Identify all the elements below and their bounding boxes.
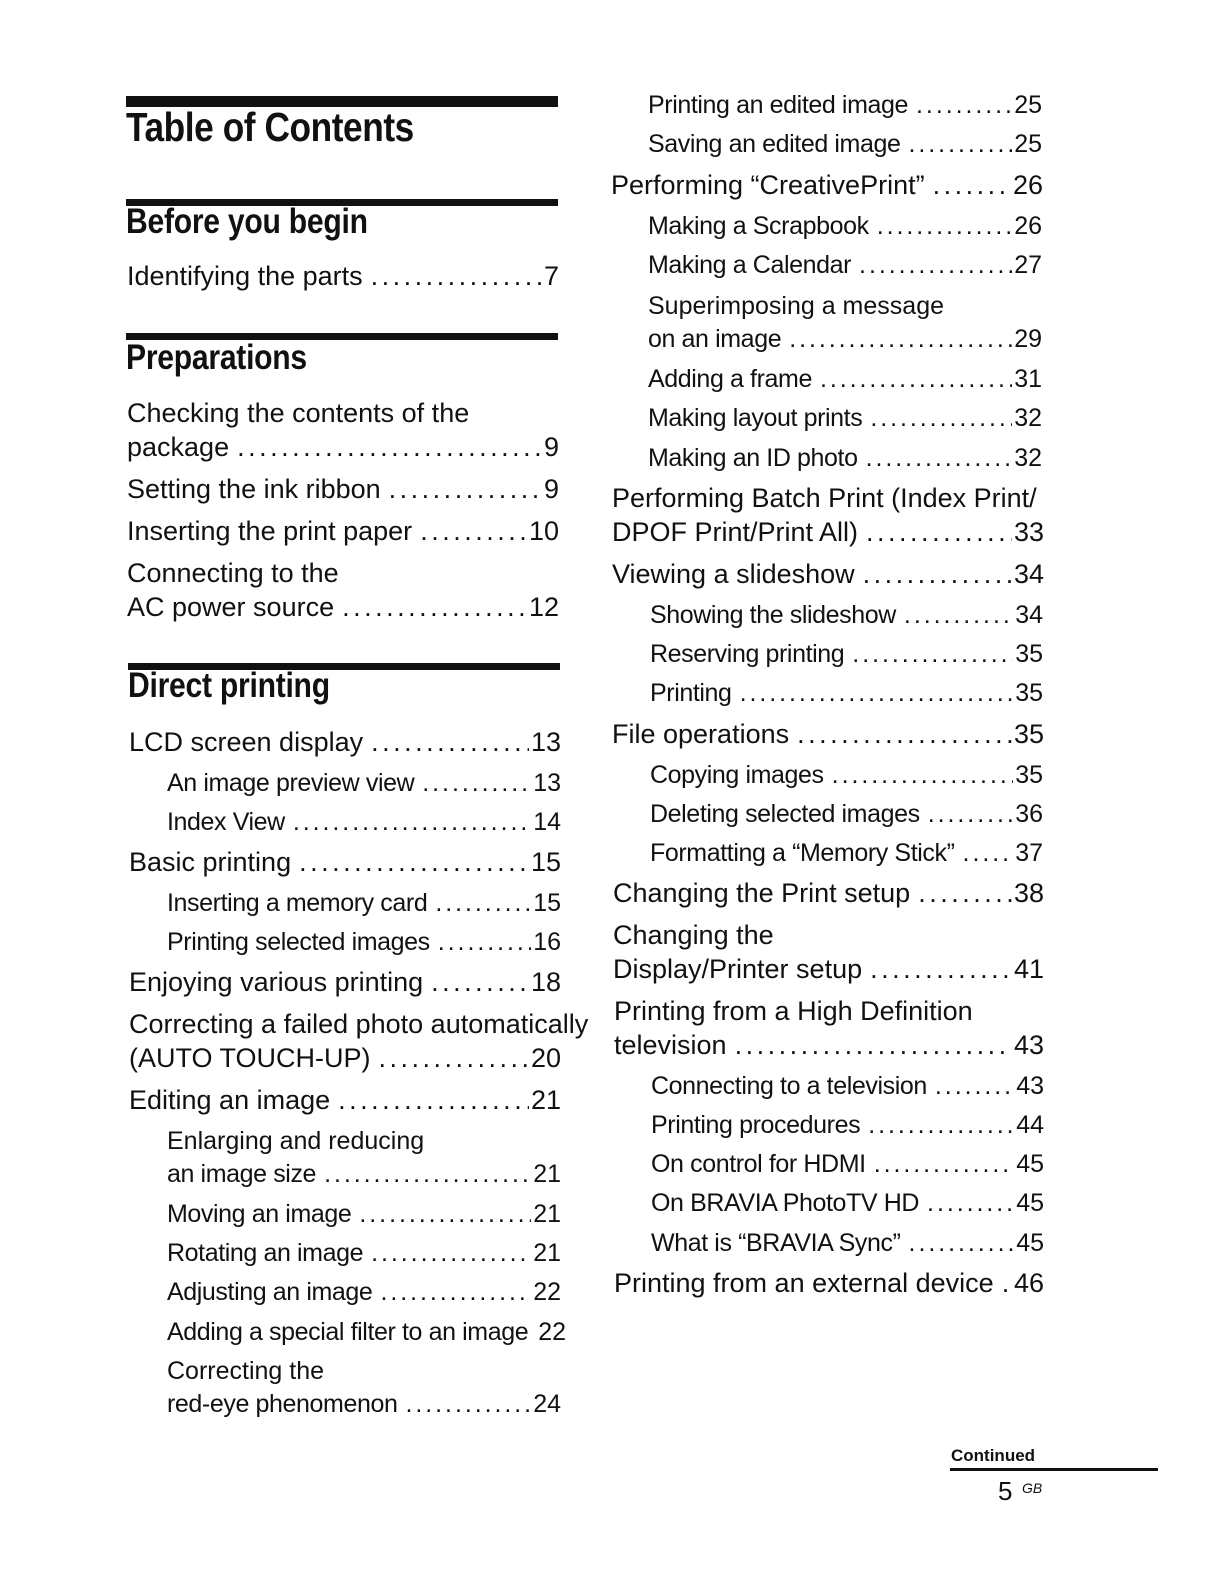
entry-title: Printing from an external device (614, 1268, 994, 1298)
entry-title: On BRAVIA PhotoTV HD (651, 1189, 920, 1217)
toc-subentry[interactable] (651, 1070, 1044, 1103)
toc-subentry[interactable] (167, 806, 561, 839)
entry-page: 26 (1014, 212, 1042, 240)
entry-title: Making a Scrapbook (648, 212, 869, 240)
toc-subentry[interactable] (167, 767, 561, 800)
entry-page: 34 (1013, 559, 1044, 589)
entry-title: DPOF Print/Print All) (612, 517, 859, 547)
entry-page: 34 (1015, 601, 1043, 629)
entry-title: Enjoying various printing (129, 967, 424, 997)
entry-title: an image size (167, 1160, 317, 1188)
entry-page: 13 (530, 727, 561, 757)
entry-title: Adding a special filter to an image (167, 1318, 529, 1346)
entry-title: Printing an edited image (648, 91, 909, 119)
toc-subentry[interactable] (167, 1237, 561, 1270)
entry-title: Printing (650, 679, 732, 707)
continued-label: Continued (951, 1446, 1036, 1465)
entry-title: Deleting selected images (650, 800, 920, 828)
entry-title: Rotating an image (167, 1239, 364, 1267)
toc-entry[interactable] (612, 481, 1044, 549)
entry-title: Adding a frame (648, 365, 812, 393)
entry-page: 25 (1014, 91, 1042, 119)
toc-subentry[interactable] (650, 798, 1043, 831)
toc-subentry[interactable] (648, 128, 1042, 161)
entry-title: Inserting the print paper (127, 516, 413, 546)
entry-page: 13 (533, 769, 561, 797)
entry-page: 37 (1015, 839, 1043, 867)
toc-entry[interactable] (129, 725, 561, 759)
entry-page: 45 (1016, 1150, 1044, 1178)
toc-entry[interactable] (129, 965, 561, 999)
entry-page: 22 (538, 1318, 567, 1346)
entry-title: Adjusting an image (167, 1278, 373, 1306)
toc-subentry[interactable] (651, 1109, 1044, 1142)
entry-title: Identifying the parts (127, 261, 363, 291)
entry-title: package (127, 432, 230, 462)
entry-title: red-eye phenomenon (167, 1390, 398, 1418)
page-title: Table of Contents (126, 104, 414, 150)
toc-subentry[interactable] (650, 677, 1043, 710)
toc-subentry[interactable] (167, 1125, 561, 1191)
entry-title-line1: Correcting the (167, 1357, 325, 1385)
entry-title: Saving an edited image (648, 130, 901, 158)
toc-subentry[interactable] (648, 290, 1042, 356)
toc-subentry[interactable] (648, 89, 1042, 122)
toc-subentry[interactable] (648, 363, 1042, 396)
entry-title: What is “BRAVIA Sync” (651, 1229, 901, 1257)
toc-subentry[interactable] (648, 442, 1042, 475)
entry-page: 27 (1014, 251, 1042, 279)
entry-page: 46 (1013, 1268, 1044, 1298)
entry-title: Reserving printing (650, 640, 845, 668)
entry-title: Formatting a “Memory Stick” (650, 839, 955, 867)
entry-page: 7 (543, 261, 559, 291)
entry-title: Printing procedures (651, 1111, 861, 1139)
entry-page: 18 (530, 967, 561, 997)
toc-entry[interactable] (127, 396, 559, 464)
toc-entry[interactable] (613, 876, 1044, 910)
entry-page: 35 (1015, 640, 1043, 668)
entry-page: 12 (528, 592, 559, 622)
entry-title: Basic printing (129, 847, 292, 877)
entry-page: 21 (530, 1085, 561, 1115)
entry-title-line1: Printing from a High Definition (614, 996, 973, 1026)
section-heading-preparations: Preparations (126, 338, 307, 377)
entry-title: Making layout prints (648, 404, 863, 432)
entry-page: 24 (533, 1390, 561, 1418)
entry-title-line1: Performing Batch Print (Index Print/ (612, 483, 1037, 513)
entry-page: 32 (1014, 404, 1042, 432)
entry-page: 10 (528, 516, 559, 546)
toc-subentry[interactable] (650, 599, 1043, 632)
entry-title: On control for HDMI (651, 1150, 866, 1178)
page-language-suffix: GB (1022, 1480, 1043, 1496)
toc-entry[interactable] (613, 918, 1044, 986)
entry-title-line1: Changing the (613, 920, 774, 950)
entry-page: 45 (1016, 1189, 1044, 1217)
entry-page: 36 (1015, 800, 1043, 828)
entry-page: 16 (533, 928, 561, 956)
entry-title-line1: Enlarging and reducing (167, 1127, 425, 1155)
entry-page: 20 (530, 1043, 561, 1073)
toc-subentry[interactable] (648, 210, 1042, 243)
entry-page: 35 (1015, 679, 1043, 707)
entry-title: (AUTO TOUCH-UP) (129, 1043, 371, 1073)
toc-subentry[interactable] (167, 887, 561, 920)
entry-page: 9 (543, 432, 559, 462)
entry-title: on an image (648, 325, 782, 353)
entry-page: 35 (1013, 719, 1044, 749)
entry-page: 44 (1016, 1111, 1044, 1139)
toc-subentry[interactable] (650, 638, 1043, 671)
page-number: 5 (998, 1476, 1013, 1506)
toc-subentry[interactable] (648, 249, 1042, 282)
entry-title: Viewing a slideshow (612, 559, 855, 589)
entry-page: 45 (1016, 1229, 1044, 1257)
entry-page: 32 (1014, 444, 1042, 472)
entry-page: 21 (533, 1239, 561, 1267)
entry-page: 25 (1014, 130, 1042, 158)
entry-page: 43 (1016, 1072, 1044, 1100)
section-heading-before-you-begin: Before you begin (126, 202, 368, 241)
toc-entry[interactable] (129, 1007, 589, 1075)
entry-title-line1: Superimposing a message (648, 292, 944, 320)
entry-title: Editing an image (129, 1085, 331, 1115)
toc-subentry[interactable] (650, 759, 1043, 792)
toc-entry[interactable] (127, 556, 559, 624)
entry-title: File operations (612, 719, 790, 749)
entry-page: 38 (1013, 878, 1044, 908)
entry-title: Printing selected images (167, 928, 430, 956)
entry-title: Showing the slideshow (650, 601, 896, 629)
entry-title: Display/Printer setup (613, 954, 863, 984)
entry-page: 31 (1014, 365, 1042, 393)
toc-subentry[interactable] (651, 1187, 1044, 1220)
entry-title-line1: Correcting a failed photo automatically (129, 1009, 589, 1039)
entry-title: Connecting to a television (651, 1072, 927, 1100)
toc-entry[interactable] (129, 845, 561, 879)
toc-subentry[interactable] (167, 1198, 561, 1231)
entry-title: An image preview view (167, 769, 415, 797)
entry-title-line1: Connecting to the (127, 558, 339, 588)
entry-page: 33 (1013, 517, 1044, 547)
toc-subentry[interactable] (167, 1316, 567, 1349)
toc-subentry[interactable] (651, 1227, 1044, 1260)
toc-subentry[interactable] (167, 1276, 561, 1309)
entry-page: 14 (533, 808, 561, 836)
toc-entry[interactable] (127, 472, 559, 506)
toc-subentry[interactable] (167, 1355, 561, 1421)
entry-title: Inserting a memory card (167, 889, 428, 917)
entry-page: 29 (1014, 325, 1042, 353)
toc-entry[interactable] (614, 994, 1044, 1062)
footer-rule (950, 1468, 1158, 1471)
toc-entry[interactable] (611, 168, 1043, 202)
toc-entry[interactable] (612, 717, 1044, 751)
entry-title: AC power source (127, 592, 335, 622)
toc-subentry[interactable] (648, 402, 1042, 435)
entry-page: 26 (1012, 170, 1043, 200)
entry-page: 43 (1013, 1030, 1044, 1060)
toc-subentry[interactable] (167, 926, 561, 959)
entry-title-line1: Checking the contents of the (127, 398, 470, 428)
section-heading-direct-printing: Direct printing (128, 666, 330, 705)
entry-page: 35 (1015, 761, 1043, 789)
toc-entry[interactable] (127, 514, 559, 548)
entry-title: Index View (167, 808, 285, 836)
entry-page: 9 (543, 474, 559, 504)
entry-page: 22 (533, 1278, 561, 1306)
toc-subentry[interactable] (651, 1148, 1044, 1181)
entry-title: Performing “CreativePrint” (611, 170, 925, 200)
entry-page: 21 (533, 1160, 561, 1188)
toc-entry[interactable] (127, 259, 559, 293)
entry-title: Making an ID photo (648, 444, 858, 472)
entry-title: television (614, 1030, 727, 1060)
entry-title: Copying images (650, 761, 824, 789)
entry-title: Setting the ink ribbon (127, 474, 381, 504)
entry-page: 15 (530, 847, 561, 877)
entry-title: Changing the Print setup (613, 878, 911, 908)
toc-entry[interactable] (129, 1083, 561, 1117)
entry-title: Moving an image (167, 1200, 352, 1228)
entry-page: 21 (533, 1200, 561, 1228)
toc-entry[interactable] (612, 557, 1044, 591)
entry-title: LCD screen display (129, 727, 364, 757)
entry-title: Making a Calendar (648, 251, 852, 279)
entry-page: 41 (1013, 954, 1044, 984)
toc-subentry[interactable] (650, 837, 1043, 870)
entry-page: 15 (533, 889, 561, 917)
toc-entry[interactable] (614, 1266, 1044, 1300)
